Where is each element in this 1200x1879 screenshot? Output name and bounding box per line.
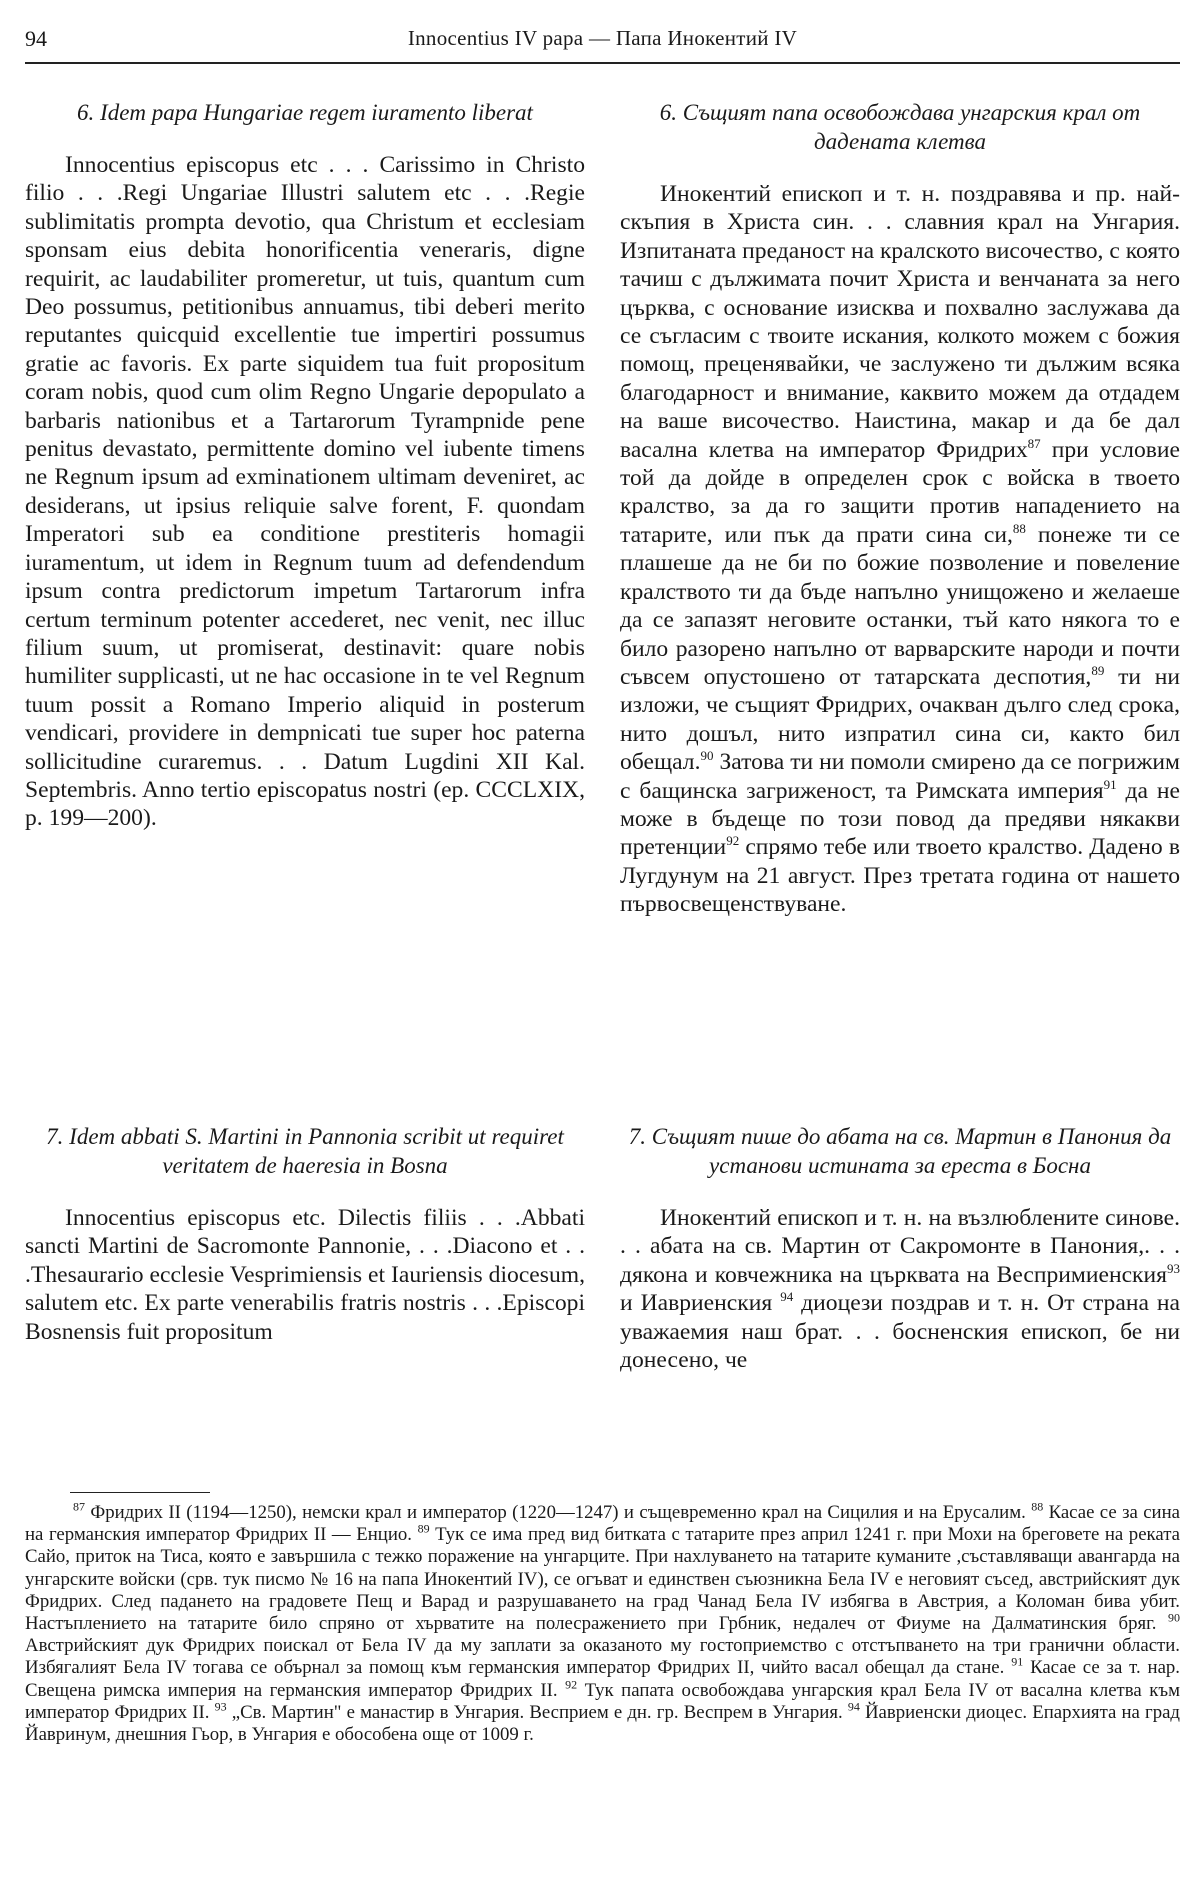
section7-bulgarian: [620, 1122, 1180, 1374]
footnote-number-87: 87: [73, 1499, 85, 1514]
footnote-92: Тук папата освобождава унгарския крал Бела IV от васална клетва към император Фридрих II.: [25, 1679, 1180, 1723]
section6-bg-text-part2: при условие той да дойде в определен срок с войска в твоето кралство, за да го защити против нападението на татарите, или пък да прати сина си,: [620, 436, 1180, 548]
footnote-number-92: 92: [565, 1677, 578, 1692]
section6-bg-text-part4: ти ни изложи, че същият Фридрих, очакван дълго след срока, нито дошъл, нито изпратил сина си, както бил обещал.: [620, 663, 1180, 776]
section7-latin: [25, 1122, 585, 1346]
footnote-number-90: 90: [1168, 1610, 1180, 1625]
footnote-number-93: 93: [214, 1699, 227, 1714]
section6-bg-text-part3: понеже ти се плашеше да не би по божие позволение и повеление кралството ти да бъде напълно унищожено и желаеше да се запазят неговите останки, тъй като някога то е било разорено напълно от варварските народи и почти съвсем опустошено от татарската деспотия,: [620, 521, 1180, 690]
section7-bg-text-part3: диоцези поздрав и т. н. От страна на уважаемия наш брат. . . босненския епископ, бе ни донесено, че: [620, 1290, 1180, 1374]
section6-bg-text: [620, 180, 1180, 919]
header-rule: [25, 62, 1180, 64]
section7-bg-text: [620, 1204, 1180, 1374]
footnotes: [25, 1499, 1180, 1746]
running-title: Innocentius IV papa — Папа Инокентий IV: [407, 26, 798, 50]
section6-latin: [25, 98, 585, 833]
footnote-93: „Св. Мартин" е манастир в Унгария. Весприем е дн. гр. Веспрем в Унгария.: [226, 1701, 848, 1723]
section6-bg-text-part6: да не може в бъдеще по този повод да предяви някакви претенции: [620, 777, 1181, 861]
footnote-number-88: 88: [1031, 1499, 1044, 1514]
footnote-91: Касае се за т. нар. Свещена римска империя на германския император Фридрих II.: [25, 1657, 1180, 1701]
section6-bg-text-part1: Инокентий епископ и т. н. поздравява и пр. най-скъпия в Христа син. . . славния крал на Унгария. Изпитаната преданост на кралското височество, с която тачиш с дължимата почит Христа и венчаната за него църква, с основание изисква и похвално заслужава да се съгласим с твоите искания, колкото можем с божия помощ, преценявайки, че заслужено ти дължим всяка благодарност и внимание, каквито можем да отдадем на ваше височество. Наистина, макар и да бе дал васална клетва на император Фридрих: [620, 181, 1180, 463]
footnote-90: Австрийският дук Фридрих поискал от Бела IV да му заплати за оказаното му гостоприемство с отстъпването на три гранични области. Избягалият Бела IV тогава се обърнал за помощ към германския император Фридрих II, чийто васал обещал да стане.: [25, 1635, 1180, 1679]
footnote-87: Фридрих II (1194—1250), немски крал и император (1220—1247) и същевременно крал на Сицилия и на Ерусалим.: [85, 1502, 1032, 1523]
section6-bg-text-part5: Затова ти ни помоли смирено да се погрижим с бащинска загриженост, та Римската империя: [620, 749, 1180, 804]
section7-latin-title: 7. Idem abbati S. Martini in Pannonia scribit ut requiret veritatem de haeresia in Bosna: [46, 1124, 564, 1178]
footnote-ref-93: 93: [1167, 1260, 1180, 1276]
footnote-ref-91: 91: [1103, 776, 1117, 792]
footnote-number-89: 89: [417, 1521, 430, 1536]
footnote-88: Касае се за сина на германския император Фридрих II — Енцио.: [25, 1502, 1180, 1546]
section6-bg-text-part7: спрямо тебе или твоето кралство. Дадено в Лугдунум на 21 август. През третата година от нашето първосвещенствуване.: [620, 834, 1180, 918]
section6-bulgarian: [620, 98, 1180, 919]
section6-latin-text: Innocentius episcopus etc . . . Carissimo in Christo filio . . .Regi Ungariae Illustri salutem etc . . .Regie sublimitatis prompta devotio, qua Christum et ecclesiam sponsam eius debita honorificentia veneraris, digne requirit, ac laudabiliter promeretur, ut tuis, quantum cum Deo possumus, petitionibus annuamus, tibi deberi merito reputantes quicquid excellentie tue impertiri possumus gratie ac favoris. Ex parte siquidem tua fuit propositum coram nobis, quod cum olim Regno Ungarie depopulato a barbaris nationibus et a Tartarorum Tyrampnide pene penitus devastato, permittente domino vel iubente timens ne Regnum ipsum ad exminationem ultimam deveniret, ac desiderans, ut ipsius reliquie salve forent, F. quondam Imperatori sub ea conditione prestiteris homagii iuramentum, ut idem in Regnum tuum ad defendendum ipsum contra predictorum impetum Tartarorum infra certum terminum potenter accederet, nec venit, nec illuc filium suum, ut promiserat, destinavit: quare nobis humiliter supplicasti, ut ne hac occasione in te vel Regnum tuum possit a Romano Imperio aliquid in posterum vendicari, providere in demрnicati tue super hoc paterna sollicitudine curaremus. . . Datum Lugdini XII Kal. Septembris. Anno tertio episcopatus nostri (ep. CCCLXIX, p. 199—200).: [25, 152, 585, 832]
section6-latin-title: 6. Idem papa Hungariae regem iuramento liberat: [77, 100, 533, 125]
footnote-ref-87: 87: [1027, 435, 1041, 451]
section7-bg-text-part2: и Иавриенския: [620, 1290, 781, 1317]
footnote-rule: [70, 1492, 210, 1493]
section7-latin-text: Innocentius episcopus etc. Dilectis filiis . . .Abbati sancti Martini de Sacromonte Pannonie, . . .Diacono et . . .Thesaurario ecclesie Vesprimiensis et Iauriensis diocesum, salutem etc. Ex parte venerabilis fratris nostris . . .Episcopi Bosnensis fuit propositum: [25, 1205, 585, 1345]
footnote-ref-94: 94: [780, 1289, 794, 1305]
page-number: 94: [25, 26, 47, 51]
page-header: [25, 26, 1180, 58]
footnote-94: Йавриенски диоцес. Епархията на град Йавринум, днешния Гьор, в Унгария е обособена още от 1009 г.: [25, 1701, 1180, 1746]
footnote-89: Тук се има пред вид битката с татарите през април 1241 г. при Мохи на бреговете на реката Сайо, приток на Тиса, която е завършила с тежко поражение на унгарците. При нахлуването на татарите куманите ,съставляващи авангарда на унгарските войски (срв. тук писмо № 16 на папа Инокентий IV), се огъват и единствен съюзникна Бела IV е неговият съсед, австрийският дук Фридрих. След падането на градовете Пещ и Варад и разрушаването на град Чанад Бела IV избягва в Австрия, а Коломан бива убит. Настъплението на татарите било спряно от хърватите на полесражението при Грбник, недалеч от Фиуме на Далматинския бряг.: [25, 1524, 1180, 1635]
footnote-ref-90: 90: [700, 748, 714, 764]
footnote-ref-92: 92: [726, 833, 740, 849]
section6-bg-title: 6. Същият папа освобождава унгарския крал от дадената клетва: [659, 100, 1141, 154]
footnote-ref-88: 88: [1012, 521, 1026, 537]
section7-bg-title: 7. Същият пише до абата на св. Мартин в Панония да установи истината за ереста в Босна: [628, 1124, 1172, 1178]
section7-bg-text-part1: Инокентий епископ и т. н. на възлюблените синове. . . абата на св. Мартин от Сакромонте в Панония,. . . дякона и ковчежника на църквата на Веспримиенския: [620, 1205, 1180, 1288]
footnote-number-94: 94: [847, 1699, 860, 1714]
footnote-number-91: 91: [1011, 1655, 1024, 1670]
footnote-ref-89: 89: [1091, 663, 1105, 679]
